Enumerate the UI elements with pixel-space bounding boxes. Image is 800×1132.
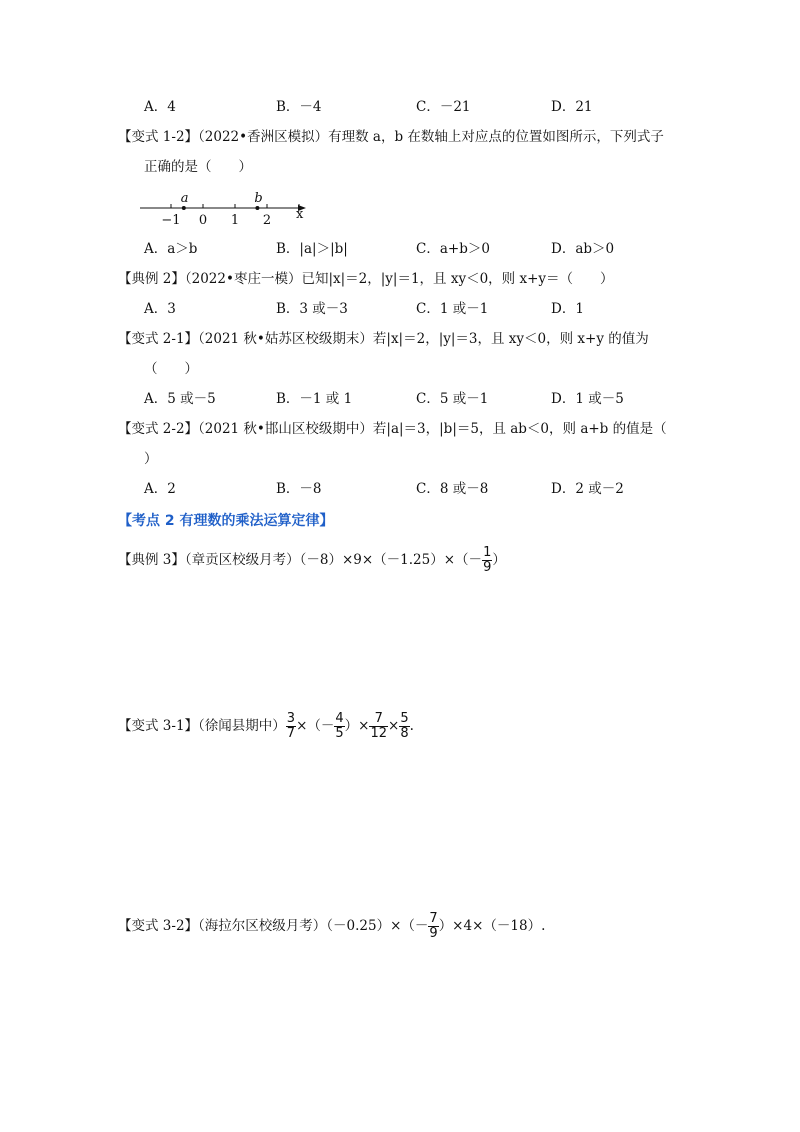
fraction-denominator: 9 <box>483 560 492 575</box>
operator-text: ）× <box>344 718 370 734</box>
fraction-denominator: 7 <box>286 726 296 741</box>
question-v32-prefix: 【变式 3-2】（海拉尔区校级月考）（－0.25）×（－ <box>118 918 429 934</box>
fraction-numerator: 7 <box>429 911 438 926</box>
axis-label: x <box>296 207 304 222</box>
question-e2-line1: 【典例 2】（2022•枣庄一模）已知|x|＝2，|y|＝1，且 xy＜0，则 x+y＝（ ） <box>118 271 614 287</box>
question-e3-suffix: ） <box>492 552 506 568</box>
fraction-denominator: 5 <box>335 726 344 741</box>
option-a: A．3 <box>144 301 176 317</box>
fraction <box>428 912 438 941</box>
tick-label: 2 <box>262 213 272 228</box>
tick-label: −1 <box>161 213 181 228</box>
fraction-numerator: 7 <box>369 712 388 727</box>
option-c: C．8 或－8 <box>416 481 489 497</box>
fraction-numerator: 5 <box>400 711 409 726</box>
question-e3-prefix: 【典例 3】（章贡区校级月考）（－8）×9×（－1.25）×（－ <box>118 552 483 568</box>
question-v21-line1: 【变式 2-1】（2021 秋•姑苏区校级期末）若|x|＝2，|y|＝3，且 xy＜0，则 x+y 的值为 <box>118 331 649 347</box>
fraction-numerator: 3 <box>286 711 296 726</box>
fraction <box>286 712 296 741</box>
section-heading: 【考点 2 有理数的乘法运算定律】 <box>118 513 334 529</box>
question-v22-line2: ） <box>144 451 158 467</box>
fraction-numerator: 4 <box>335 711 344 726</box>
question-v22-line1: 【变式 2-2】（2021 秋•邯山区校级期中）若|a|＝3，|b|＝5，且 ab＜0，则 a+b 的值是（ <box>118 421 667 437</box>
question-v32 <box>118 912 545 941</box>
option-a: A．4 <box>144 99 176 115</box>
question-v31-suffix: . <box>409 718 414 734</box>
fraction <box>334 712 344 741</box>
option-b: B．|a|＞|b| <box>276 241 348 257</box>
question-v21-line2: （ ） <box>144 361 198 377</box>
fraction-denominator: 8 <box>400 726 409 741</box>
option-a: A．2 <box>144 481 176 497</box>
number-line <box>140 186 320 232</box>
question-e3 <box>118 546 506 575</box>
fraction <box>482 546 492 575</box>
option-d: D．ab＞0 <box>551 241 615 257</box>
option-b: B．－8 <box>276 481 322 497</box>
question-v32-suffix: ）×4×（－18）. <box>438 918 546 934</box>
tick-label: 0 <box>198 213 208 228</box>
option-c: C．a+b＞0 <box>416 241 490 257</box>
question-v12-line2: 正确的是（ ） <box>144 159 252 175</box>
operator-text: × <box>388 718 400 734</box>
fraction-numerator: 1 <box>483 545 492 560</box>
fraction <box>399 712 409 741</box>
question-v12-line1: 【变式 1-2】（2022•香洲区模拟）有理数 a，b 在数轴上对应点的位置如图所示，下列式子 <box>118 129 664 145</box>
option-b: B．3 或－3 <box>276 301 348 317</box>
point-label: b <box>254 191 263 206</box>
option-d: D．21 <box>551 99 593 115</box>
fraction-denominator: 12 <box>370 726 388 741</box>
option-b: B．－1 或 1 <box>276 391 353 407</box>
option-a: A．a＞b <box>144 241 198 257</box>
question-v31 <box>118 712 414 741</box>
number-line-point <box>255 206 259 210</box>
question-v31-prefix: 【变式 3-1】（徐闻县期中） <box>118 718 286 734</box>
option-c: C．1 或－1 <box>416 301 489 317</box>
fraction <box>369 712 388 741</box>
tick-label: 1 <box>230 213 240 228</box>
option-b: B．－4 <box>276 99 322 115</box>
option-c: C．－21 <box>416 99 471 115</box>
number-line-point <box>182 206 186 210</box>
option-d: D．2 或－2 <box>551 481 624 497</box>
option-c: C．5 或－1 <box>416 391 489 407</box>
operator-text: ×（－ <box>296 718 335 734</box>
point-label: a <box>180 191 189 206</box>
fraction-denominator: 9 <box>429 926 438 941</box>
option-a: A．5 或－5 <box>144 391 216 407</box>
option-d: D．1 或－5 <box>551 391 624 407</box>
option-d: D．1 <box>551 301 584 317</box>
